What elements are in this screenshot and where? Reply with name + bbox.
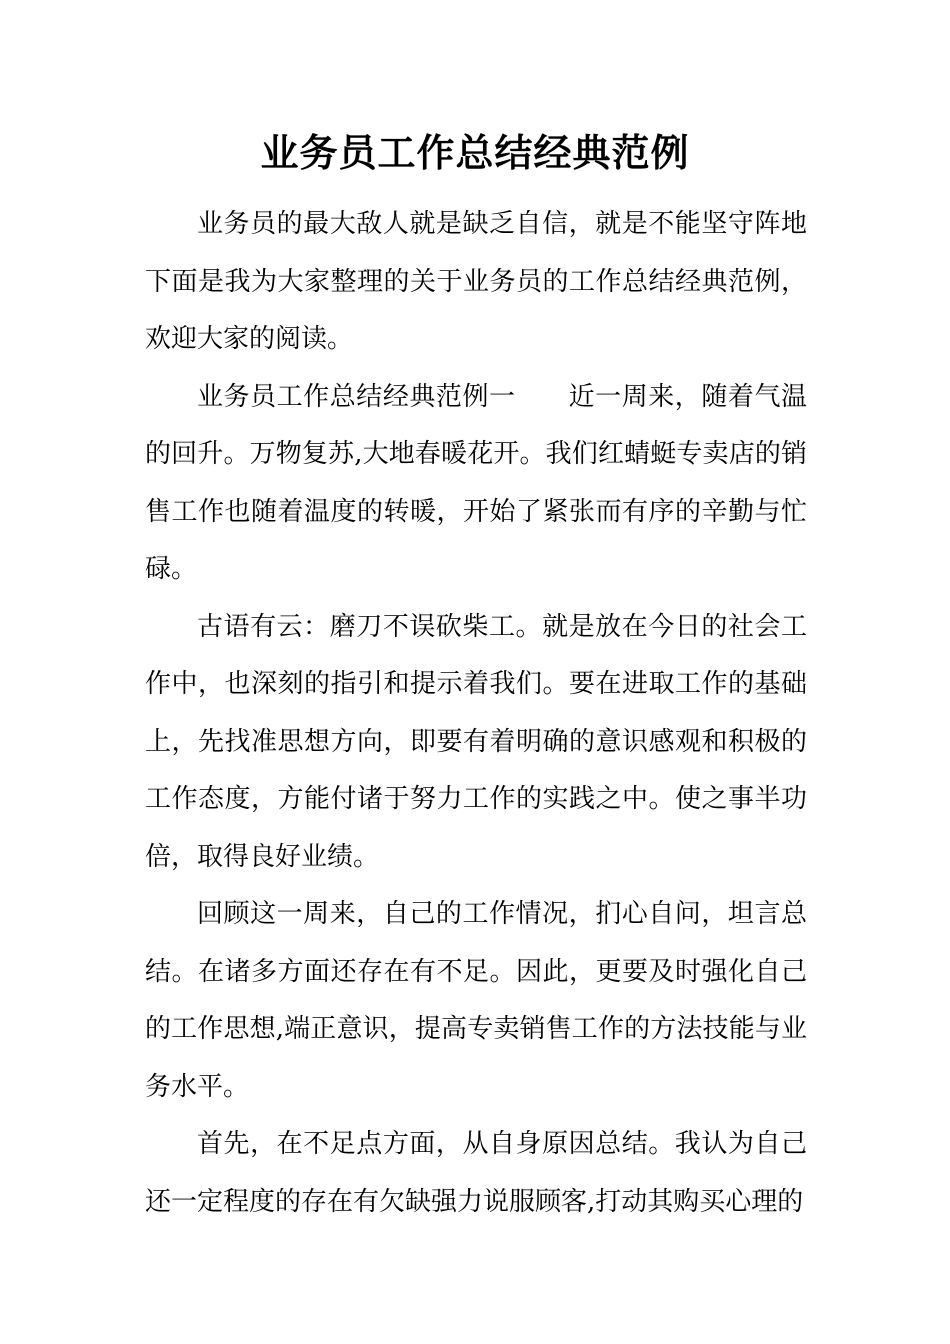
paragraph-proverb: 古语有云：磨刀不误砍柴工。就是放在今日的社会工作中，也深刻的指引和提示着我们。要在进取工作的基础上，先找准思想方向，即要有着明确的意识感观和积极的工作态度，方能付诸于努力工作的实践之中。使之事半功倍，取得良好业绩。 (145, 611, 807, 872)
paragraph-review: 回顾这一周来，自己的工作情况，扪心自问，坦言总结。在诸多方面还存在有不足。因此，更要及时强化自己的工作思想,端正意识，提高专卖销售工作的方法技能与业务水平。 (145, 899, 807, 1102)
paragraph-first: 首先，在不足点方面，从自身原因总结。我认为自己还一定程度的存在有欠缺强力说服顾客,打动其购买心理的 (145, 1129, 807, 1217)
document-title: 业务员工作总结经典范例 (260, 130, 690, 175)
paragraph-intro: 业务员的最大敌人就是缺乏自信，就是不能坚守阵地下面是我为大家整理的关于业务员的工作总结经典范例，欢迎大家的阅读。 (145, 209, 807, 354)
document-body (145, 196, 807, 1231)
paragraph-example-one: 业务员工作总结经典范例一 近一周来，随着气温的回升。万物复苏,大地春暖花开。我们红蜻蜓专卖店的销售工作也随着温度的转暖，开始了紧张而有序的辛勤与忙碌。 (145, 381, 807, 584)
